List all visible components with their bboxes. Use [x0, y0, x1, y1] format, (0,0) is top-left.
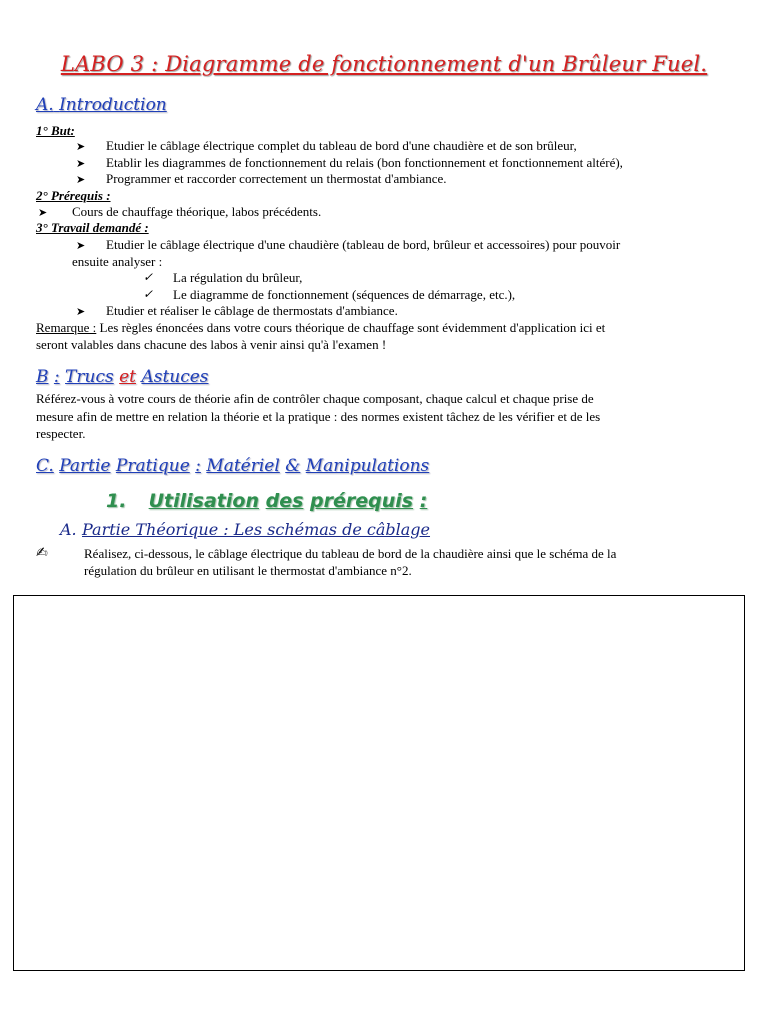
section-b-line-1: Référez-vous à votre cours de théorie afin de contrôler chaque composant, chaque calcul et chaque prise de — [36, 391, 594, 406]
travail-subitem-2: Le diagramme de fonctionnement (séquences de démarrage, etc.), — [173, 287, 516, 302]
prerequis-label: 2° Prérequis : — [36, 188, 111, 203]
remarque-line-2: seront valables dans chacune des labos à venir ainsi qu'à l'examen ! — [36, 337, 387, 352]
heading-1-word-1: Utilisation — [148, 490, 259, 512]
section-c-word-2: Pratique — [115, 456, 190, 476]
section-a-title: Introduction — [59, 95, 167, 115]
section-a-letter: A. — [36, 95, 54, 115]
travail-item-1-line-2: ensuite analyser : — [72, 254, 163, 269]
section-b-letter: B — [36, 367, 49, 387]
heading-1-word-2: des — [265, 490, 304, 512]
heading-1-number: 1. — [106, 490, 127, 512]
travail-subitem-1: La régulation du brûleur, — [173, 270, 303, 285]
section-b-heading — [36, 367, 209, 387]
section-c-sep: : — [195, 456, 201, 476]
section-a-heading — [36, 95, 167, 115]
check-mark-icon: ✓ — [143, 270, 154, 284]
heading-1 — [106, 490, 427, 512]
arrowhead-bullet-icon: ➤ — [76, 306, 86, 318]
but-item-2: Etablir les diagrammes de fonctionnement du relais (bon fonctionnement et fonctionnement altéré), — [106, 155, 623, 170]
section-c-word-4: Manipulations — [305, 456, 430, 476]
remarque-line-1 — [36, 320, 605, 336]
section-b-word-3: Astuces — [141, 367, 209, 387]
heading-a — [60, 520, 430, 539]
heading-1-word-3: prérequis — [310, 490, 414, 512]
instruction-line-2: régulation du brûleur en utilisant le thermostat d'ambiance n°2. — [84, 563, 412, 578]
writing-hand-icon: ✍ — [36, 545, 48, 561]
page-title: LABO 3 : Diagramme de fonctionnement d'un Brûleur Fuel. — [60, 52, 708, 76]
section-c-letter: C. — [36, 456, 54, 476]
instruction-line-1: Réalisez, ci-dessous, le câblage électrique du tableau de bord de la chaudière ainsi que le schéma de la — [84, 546, 617, 561]
section-b-line-3: respecter. — [36, 426, 86, 441]
section-c-word-1: Partie — [59, 456, 111, 476]
arrowhead-bullet-icon: ➤ — [76, 174, 86, 186]
section-c-heading — [36, 456, 429, 476]
section-b-word-2: et — [119, 367, 137, 387]
heading-a-text: Partie Théorique : Les schémas de câblage — [82, 520, 431, 539]
heading-1-colon: : — [419, 490, 428, 512]
section-c-amp: & — [285, 456, 301, 476]
travail-label: 3° Travail demandé : — [36, 220, 149, 235]
remarque-text: Les règles énoncées dans votre cours théorique de chauffage sont évidemment d'application ici et — [96, 320, 606, 335]
section-b-sep: : — [53, 367, 60, 387]
but-item-3: Programmer et raccorder correctement un thermostat d'ambiance. — [106, 171, 447, 186]
arrowhead-bullet-icon: ➤ — [76, 141, 86, 153]
section-b-line-2: mesure afin de mettre en relation la théorie et la pratique : des normes existent tâchez de les vérifier et de les — [36, 409, 601, 424]
section-b-word-1: Trucs — [65, 367, 114, 387]
arrowhead-bullet-icon: ➤ — [76, 240, 86, 252]
prerequis-item-1: Cours de chauffage théorique, labos précédents. — [72, 204, 322, 219]
check-mark-icon: ✓ — [143, 287, 154, 301]
but-label: 1° But: — [36, 123, 75, 138]
remarque-label: Remarque : — [36, 320, 97, 335]
answer-drawing-box[interactable] — [13, 595, 745, 971]
arrowhead-bullet-icon: ➤ — [38, 207, 48, 219]
arrowhead-bullet-icon: ➤ — [76, 158, 86, 170]
section-c-word-3: Matériel — [206, 456, 280, 476]
but-item-1: Etudier le câblage électrique complet du tableau de bord d'une chaudière et de son brûleur, — [106, 138, 577, 153]
heading-a-letter: A. — [60, 520, 77, 539]
travail-item-1-line-1: Etudier le câblage électrique d'une chaudière (tableau de bord, brûleur et accessoires) pour pouvoir — [106, 237, 621, 252]
travail-item-2: Etudier et réaliser le câblage de thermostats d'ambiance. — [106, 303, 398, 318]
